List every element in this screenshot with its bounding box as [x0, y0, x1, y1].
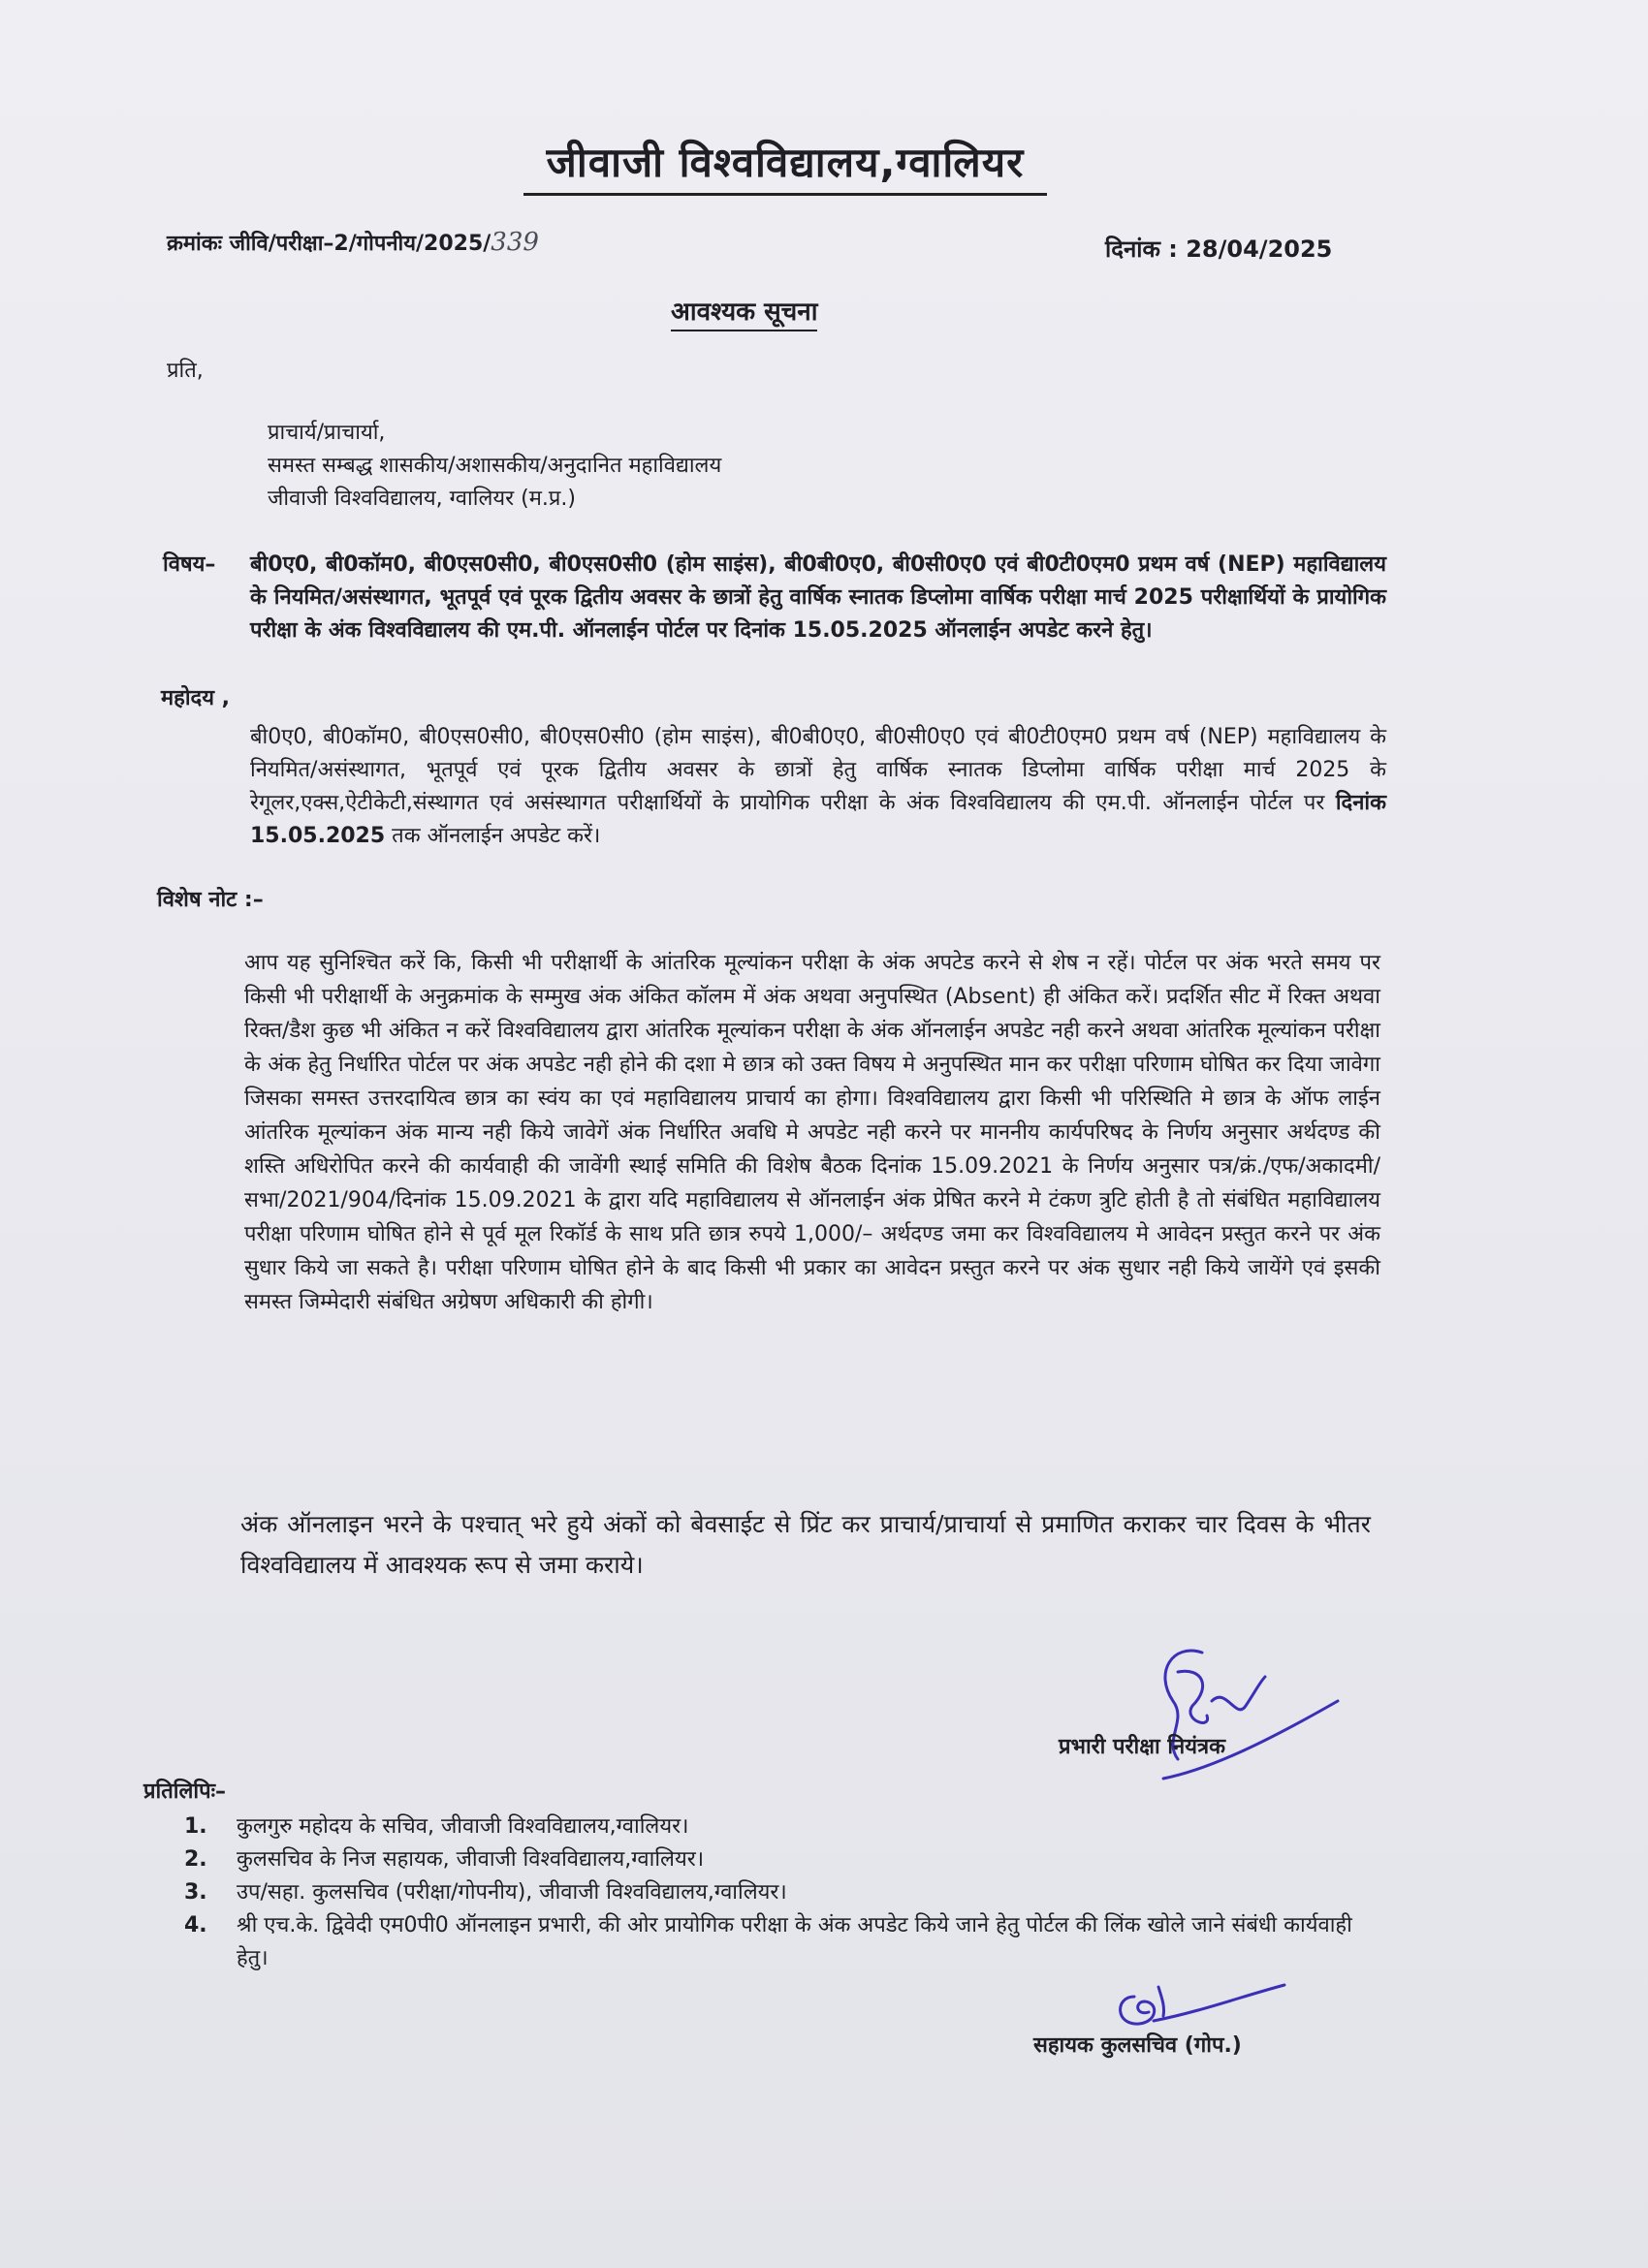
assistant-registrar-signature: [1105, 1968, 1289, 2035]
recipient-line: समस्त सम्बद्ध शासकीय/अशासकीय/अनुदानित महाविद्यालय: [268, 454, 722, 478]
letter-date: दिनांक : 28/04/2025: [1105, 236, 1333, 263]
subject-text: बी0ए0, बी0कॉम0, बी0एस0सी0, बी0एस0सी0 (होम साइंस), बी0बी0ए0, बी0सी0ए0 एवं बी0टी0एम0 प्रथम वर्ष (NEP) महाविद्यालय के नियमित/असंस्थागत, भूतपूर्व एवं पूरक द्वितीय अवसर के छात्रों हेतु वार्षिक स्नातक डिप्लोमा वार्षिक परीक्षा मार्च 2025 परीक्षार्थियों के प्रायोगिक परीक्षा के अंक विश्वविद्यालय की एम.पी. ऑनलाईन पोर्टल पर दिनांक 15.05.2025 ऑनलाईन अपडेट करने हेतु।: [250, 552, 1386, 643]
copy-to-text: श्री एच.के. द्विवेदी एम0पी0 ऑनलाइन प्रभारी, की ओर प्रायोगिक परीक्षा के अंक अपडेट किये जाने हेतु पोर्टल की लिंक खोले जाने संबंधी कार्यवाही हेतु।: [237, 1913, 1352, 1970]
recipient-to: प्रति,: [167, 359, 204, 383]
reference-printed: क्रमांकः जीवि/परीक्षा–2/गोपनीय/2025/: [167, 232, 491, 256]
recipient-address: [268, 417, 721, 516]
notice-heading: आवश्यक सूचना: [671, 293, 817, 331]
copy-to-item: [184, 1843, 1377, 1876]
controller-signature: [1134, 1633, 1347, 1788]
body-deadline: दिनांक 15.05.2025: [250, 791, 1386, 848]
copy-to-text: कुलगुरु महोदय के सचिव, जीवाजी विश्वविद्यालय,ग्वालियर।: [237, 1814, 689, 1839]
reference-number: [167, 228, 539, 257]
copy-to-number: 1.: [184, 1814, 207, 1839]
body-text-after: तक ऑनलाईन अपडेट करें।: [385, 824, 601, 848]
body-paragraph: [250, 721, 1386, 853]
special-note-label: विशेष नोट :–: [157, 888, 264, 912]
body-text-before: बी0ए0, बी0कॉम0, बी0एस0सी0, बी0एस0सी0 (होम साइंस), बी0बी0ए0, बी0सी0ए0 एवं बी0टी0एम0 प्रथम वर्ष (NEP) महाविद्यालय के नियमित/असंस्थागत, भूतपूर्व एवं पूरक द्वितीय अवसर के छात्रों हेतु वार्षिक स्नातक डिप्लोमा वार्षिक परीक्षा मार्च 2025 के रेगूलर,एक्स,ऐटीकेटी,संस्थागत एवं असंस्थागत परीक्षार्थियों के प्रायोगिक परीक्षा के अंक विश्वविद्यालय की एम.पी. ऑनलाईन पोर्टल पर: [250, 725, 1386, 815]
recipient-line: जीवाजी विश्वविद्यालय, ग्वालियर (म.प्र.): [268, 487, 576, 511]
copy-to-list: [184, 1811, 1377, 1975]
university-title: जीवाजी विश्वविद्यालय,ग्वालियर: [523, 134, 1047, 196]
controller-title: प्रभारी परीक्षा नियंत्रक: [1059, 1735, 1226, 1759]
copy-to-text: कुलसचिव के निज सहायक, जीवाजी विश्वविद्यालय,ग्वालियर।: [237, 1847, 705, 1872]
copy-to-item: [184, 1811, 1377, 1843]
subject-label: विषय–: [163, 552, 216, 577]
copy-to-item: [184, 1909, 1377, 1975]
copy-to-number: 4.: [184, 1913, 207, 1937]
copy-to-item: [184, 1876, 1377, 1909]
assistant-registrar-title: सहायक कुलसचिव (गोप.): [1033, 2033, 1242, 2058]
recipient-line: प्राचार्य/प्राचार्या,: [268, 421, 386, 445]
special-note-paragraph: आप यह सुनिश्चित करें कि, किसी भी परीक्षार्थी के आंतरिक मूल्यांकन परीक्षा के अंक अपटेड करने से शेष न रहें। पोर्टल पर अंक भरते समय पर किसी भी परीक्षार्थी के अनुक्रमांक के सम्मुख अंक अंकित कॉलम में अंक अथवा अनुपस्थित (Absent) ही अंकित करें। प्रदर्शित सीट में रिक्त अथवा रिक्त/डैश कुछ भी अंकित न करें विश्वविद्यालय द्वारा आंतरिक मूल्यांकन परीक्षा के अंक ऑनलाईन अपडेट नही करने अथवा आंतरिक मूल्यांकन परीक्षा के अंक हेतु निर्धारित पोर्टल पर अंक अपडेट नही होने की दशा मे छात्र को उक्त विषय मे अनुपस्थित मान कर परीक्षा परिणाम घोषित कर दिया जावेगा जिसका समस्त उत्तरदायित्व छात्र का स्वंय का एवं महाविद्यालय प्राचार्य का होगा। विश्वविद्यालय द्वारा किसी भी परिस्थिति मे छात्र के ऑफ लाईन आंतरिक मूल्यांकन अंक मान्य नही किये जावेगें अंक निर्धारित अवधि मे अपडेट नही करने पर माननीय कार्यपरिषद के निर्णय अनुसार अर्थदण्ड की शस्ति अधिरोपित करने की कार्यवाही की जावेंगी स्थाई समिति की विशेष बैठक दिनांक 15.09.2021 के निर्णय अनुसार पत्र/क्रं./एफ/अकादमी/सभा/2021/904/दिनांक 15.09.2021 के द्वारा यदि महाविद्यालय से ऑनलाईन अंक प्रेषित करने मे टंकण त्रुटि होती है तो संबंधित महाविद्यालय परीक्षा परिणाम घोषित होने से पूर्व मूल रिकॉर्ड के साथ प्रति छात्र रुपये 1,000/– अर्थदण्ड जमा कर विश्वविद्यालय मे आवेदन प्रस्तुत करने पर अंक सुधार किये जा सकते है। परीक्षा परिणाम घोषित होने के बाद किसी भी प्रकार का आवेदन प्रस्तुत करने पर अंक सुधार नही किये जायेंगे एवं इसकी समस्त जिम्मेदारी संबंधित अग्रेषण अधिकारी की होगी।: [244, 951, 1380, 1314]
copy-to-number: 3.: [184, 1880, 207, 1905]
reference-handwritten: 339: [491, 228, 539, 257]
copy-to-text: उप/सहा. कुलसचिव (परीक्षा/गोपनीय), जीवाजी विश्वविद्यालय,ग्वालियर।: [237, 1880, 787, 1905]
copy-to-label: प्रतिलिपिः–: [143, 1780, 227, 1804]
submission-instruction: अंक ऑनलाइन भरने के पश्चात् भरे हुये अंकों को बेवसाईट से प्रिंट कर प्राचार्य/प्राचार्या से प्रमाणित कराकर चार दिवस के भीतर विश्वविद्यालय में आवश्यक रूप से जमा कराये।: [240, 1510, 1371, 1579]
salutation: महोदय ,: [161, 686, 230, 710]
copy-to-number: 2.: [184, 1847, 207, 1872]
